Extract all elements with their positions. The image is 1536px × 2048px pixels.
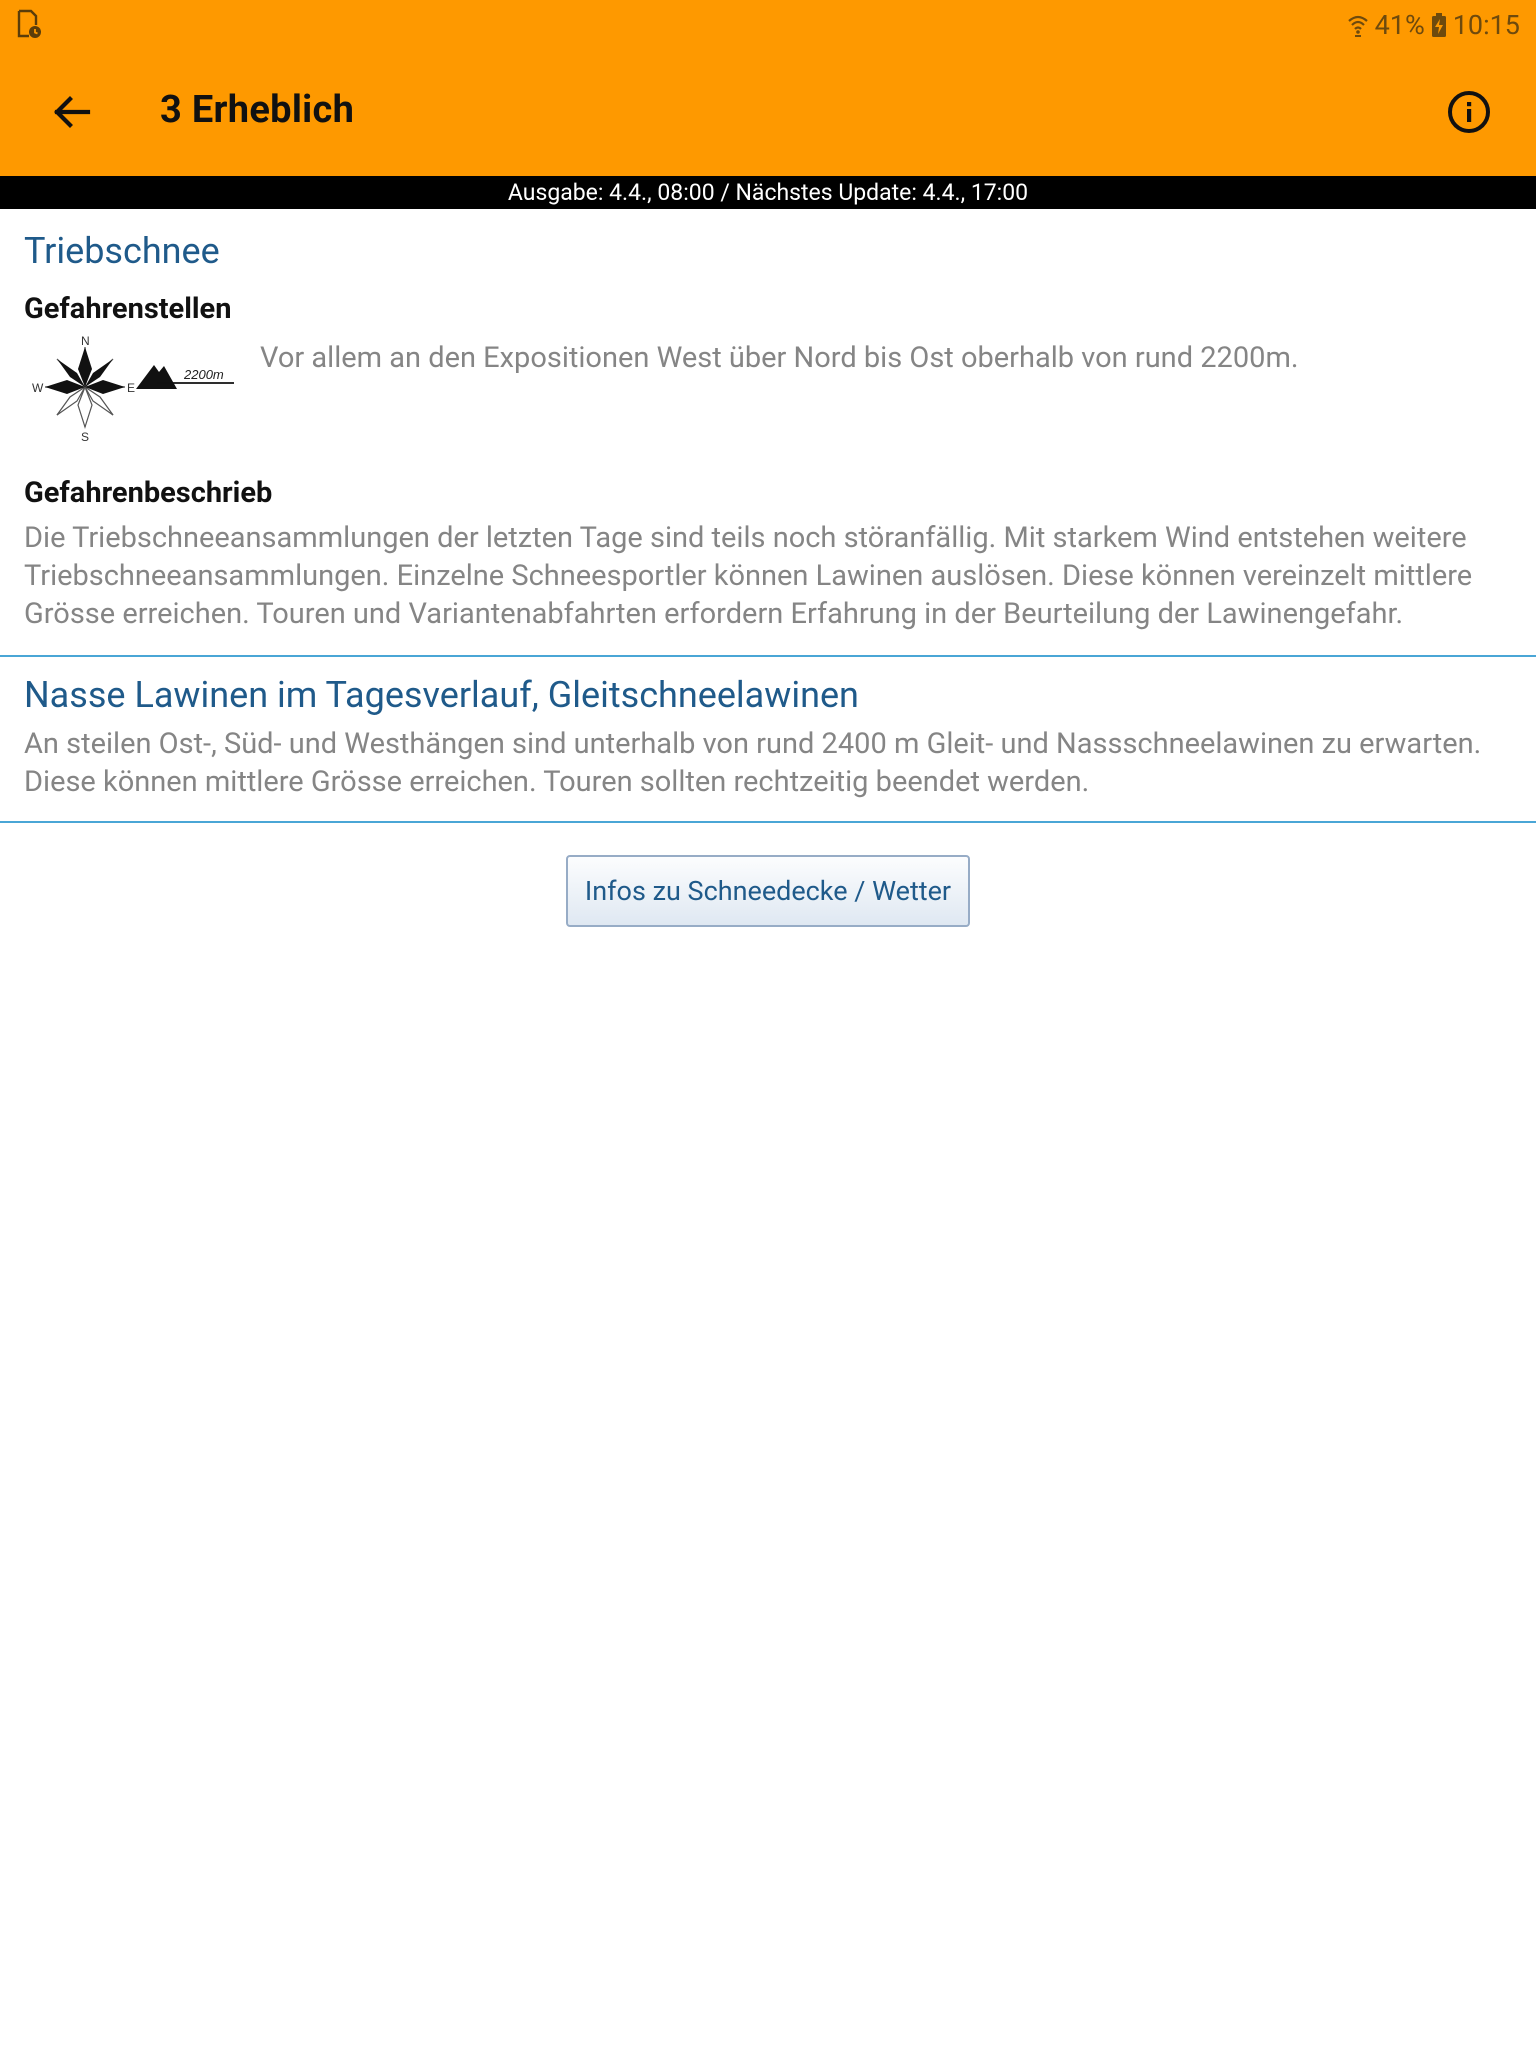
compass-label-n: N (81, 335, 90, 348)
snowpack-weather-info-button[interactable]: Infos zu Schneedecke / Wetter (566, 855, 970, 927)
danger-section-drifting-snow (0, 209, 1536, 657)
section-title: Triebschnee (24, 230, 220, 272)
info-icon[interactable] (1446, 89, 1492, 135)
battery-percent: 41% (1374, 9, 1425, 41)
section-title: Nasse Lawinen im Tagesverlauf, Gleitschneelawinen (24, 674, 859, 716)
bulletin-content (0, 209, 1536, 927)
danger-description-text: An steilen Ost-, Süd- und Westhängen sind unterhalb von rund 2400 m Gleit- und Nassschneelawinen zu erwarten. Diese können mittlere Grösse erreichen. Touren sollten rechtzeitig beendet werden. (24, 727, 1482, 799)
danger-section-wet-avalanches (0, 657, 1536, 823)
compass-label-s: S (81, 430, 90, 444)
status-indicators (1347, 6, 1520, 44)
battery-charging-icon (1431, 12, 1447, 38)
mountain-elevation-icon (136, 365, 234, 389)
danger-spots-text: Vor allem an den Expositionen West über Nord bis Ost oberhalb von rund 2200m. (260, 341, 1299, 375)
aspect-elevation-graphic (28, 335, 238, 445)
issue-info-bar: Ausgabe: 4.4., 08:00 / Nächstes Update: 4.4., 17:00 (0, 176, 1536, 209)
arrow-back-icon[interactable] (44, 84, 100, 140)
compass-rose-icon (32, 335, 135, 444)
danger-description-heading: Gefahrenbeschrieb (24, 476, 273, 510)
compass-label-w: W (32, 381, 44, 395)
status-time: 10:15 (1452, 9, 1520, 41)
danger-spots-row (24, 335, 1512, 445)
app-bar (0, 48, 1536, 176)
elevation-label: 2200m (184, 367, 224, 382)
status-bar (0, 0, 1536, 48)
notification-icon (16, 9, 42, 39)
page-title: 3 Erheblich (160, 88, 355, 132)
button-container (0, 823, 1536, 927)
compass-label-e: E (127, 381, 136, 395)
danger-description-text: Die Triebschneeansammlungen der letzten Tage sind teils noch störanfällig. Mit starkem Wind entstehen weitere Triebschneeansammlungen. Einzelne Schneesportler können Lawinen auslösen. Diese können vereinzelt mittlere Grösse erreichen. Touren und Variantenabfahrten erfordern Erfahrung in der Beurteilung der Lawinengefahr. (24, 521, 1473, 631)
danger-spots-heading: Gefahrenstellen (24, 292, 232, 326)
wifi-icon (1347, 12, 1369, 38)
